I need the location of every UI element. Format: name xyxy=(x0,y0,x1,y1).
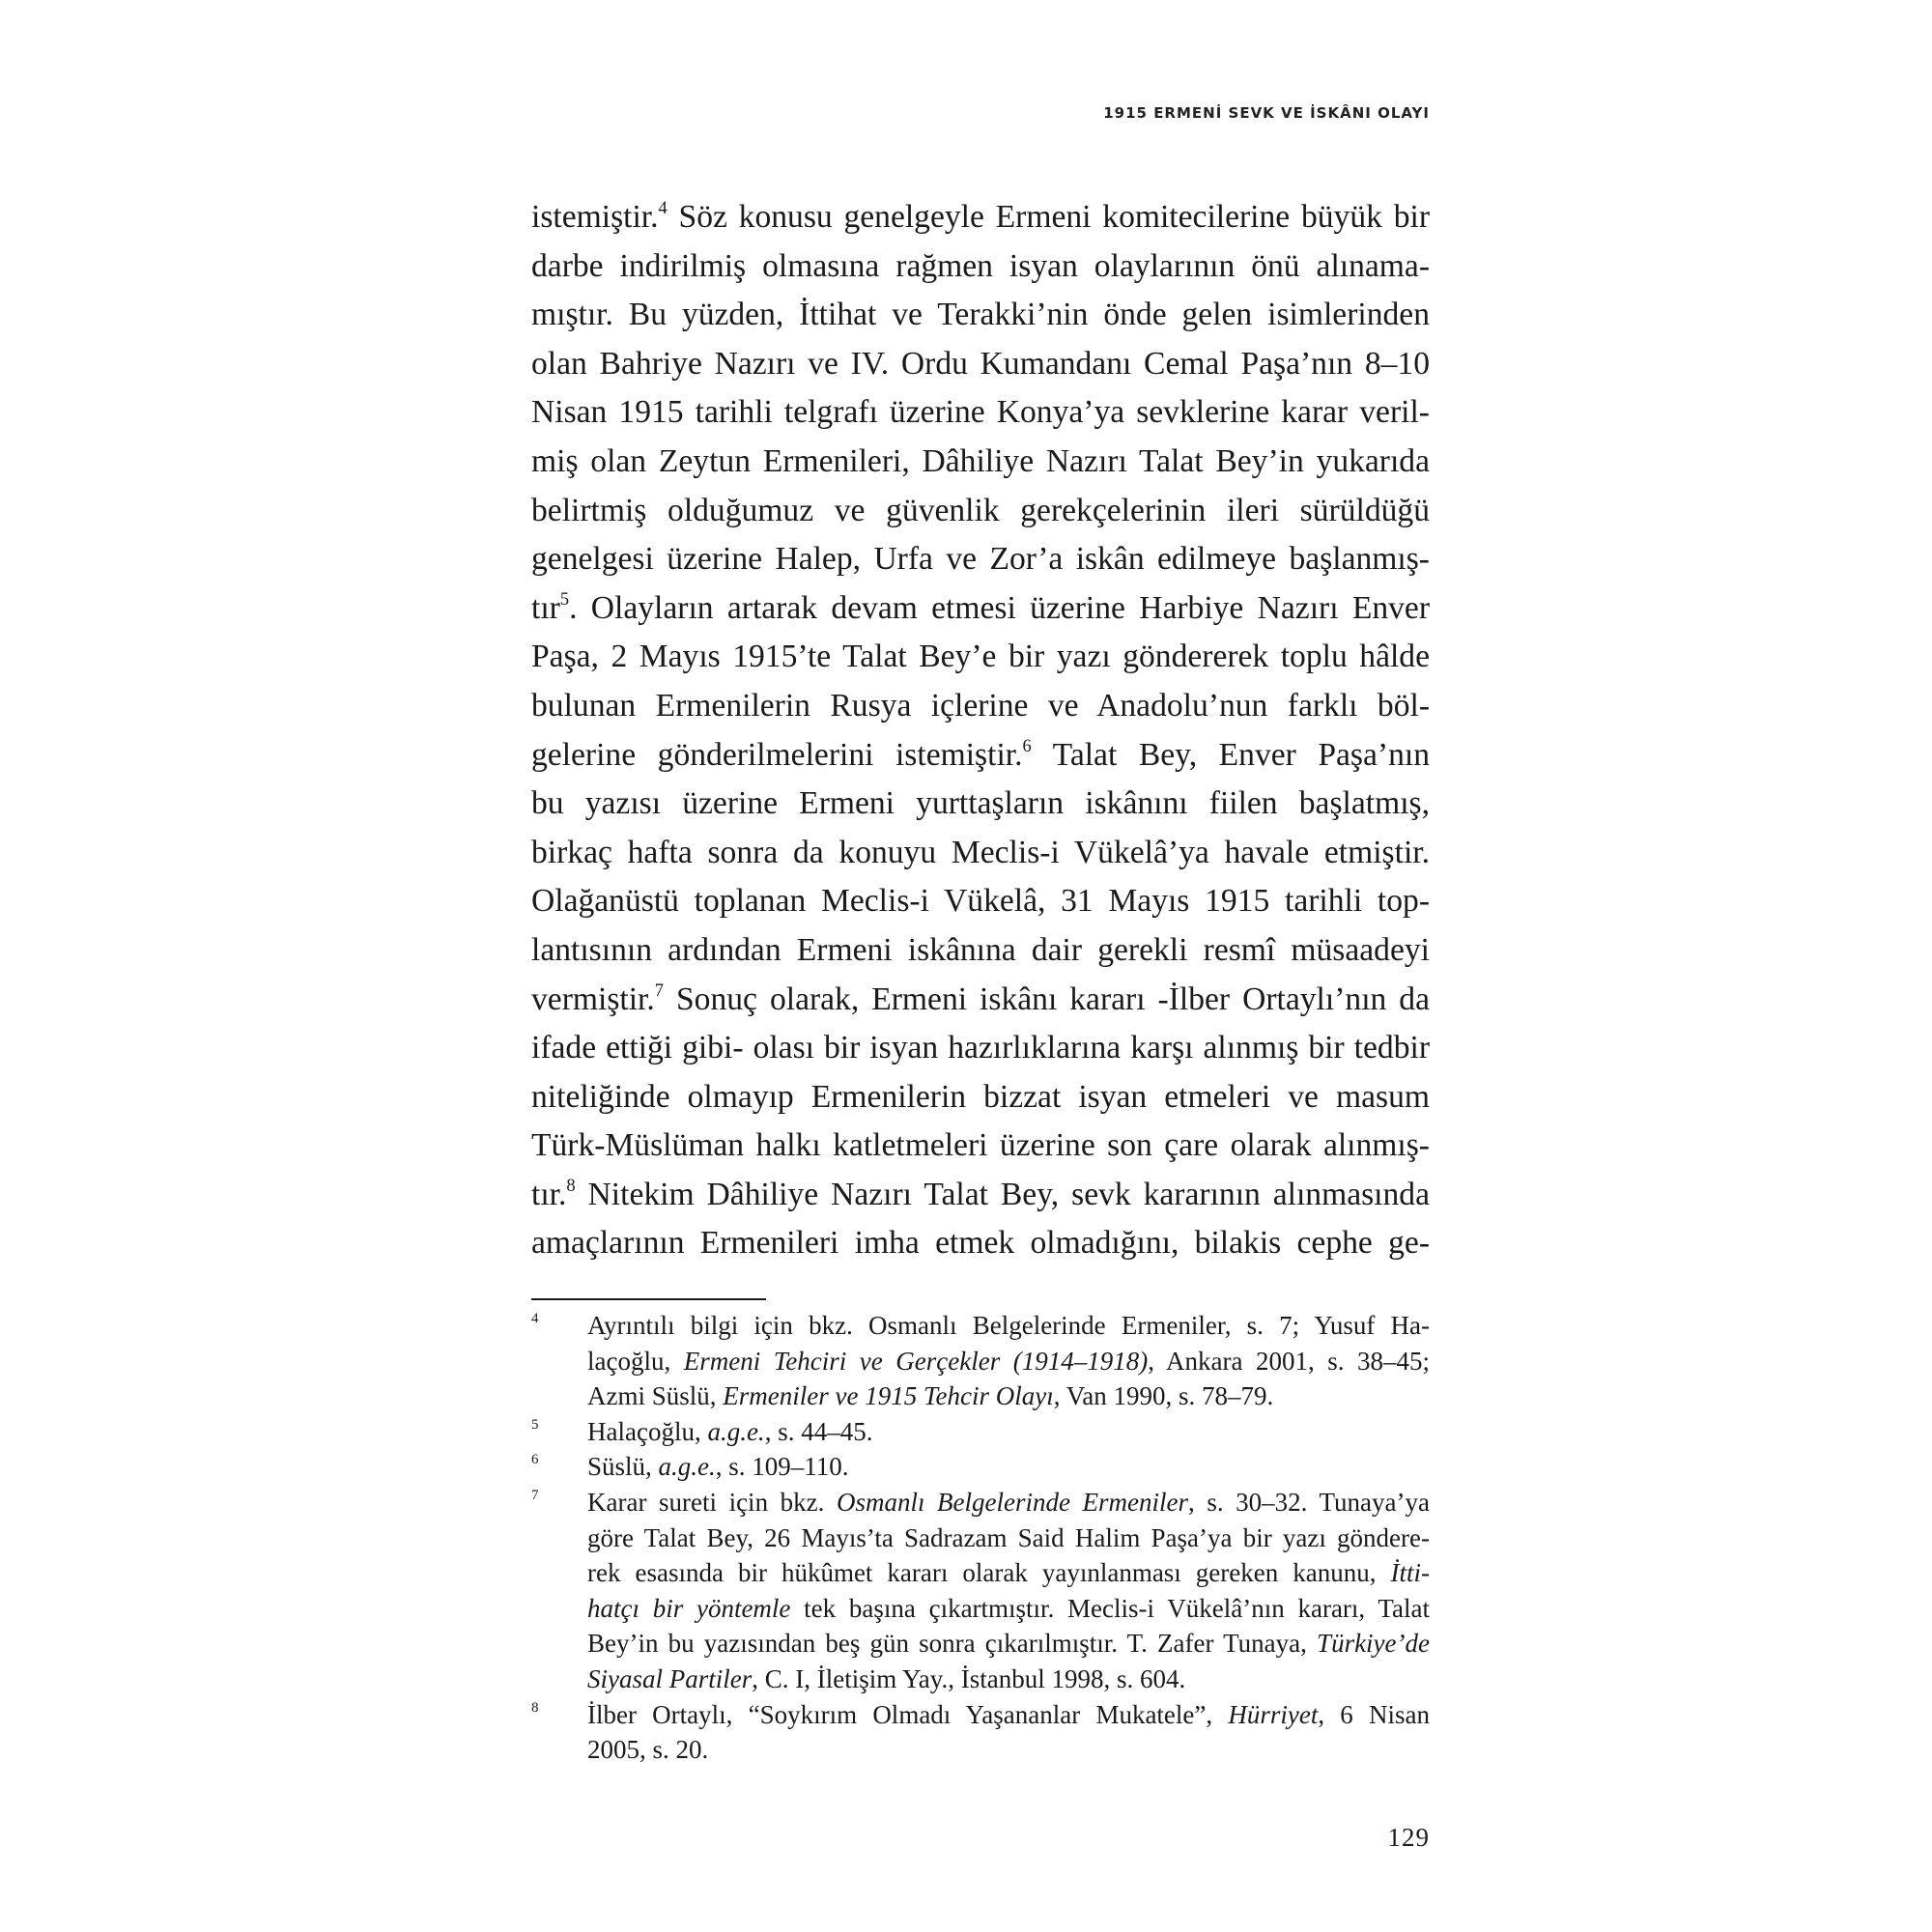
body-line-text: Türk-Müslüman halkı katletmeleri üzerine son çare olarak alınmış- xyxy=(531,1127,1430,1164)
body-line xyxy=(531,487,1430,536)
body-line xyxy=(531,584,1430,634)
footnote-title-text: Ermeniler ve 1915 Tehcir Olayı xyxy=(723,1381,1054,1411)
footnote-line xyxy=(587,1555,1430,1591)
body-line xyxy=(531,926,1430,976)
body-line-text: bulunan Ermenilerin Rusya içlerine ve Anadolu’nun farklı böl- xyxy=(531,687,1430,724)
body-line xyxy=(531,291,1430,340)
body-line-text: vermiştir. xyxy=(531,980,655,1017)
body-line-text: . Olayların artarak devam etmesi üzerine Harbiye Nazırı Enver xyxy=(569,589,1430,626)
footnote-text: , Van 1990, s. 78–79. xyxy=(1053,1381,1274,1411)
footnote-text: Halaçoğlu, xyxy=(587,1416,708,1446)
footnote-number: 5 xyxy=(531,1416,539,1433)
footnote xyxy=(531,1449,1430,1485)
body-line xyxy=(531,780,1430,829)
footnote-text: , 6 Nisan xyxy=(1318,1699,1430,1729)
body-line xyxy=(531,438,1430,487)
body-line-text: Nisan 1915 tarihli telgrafı üzerine Konya’ya sevklerine karar veril- xyxy=(531,394,1430,431)
body-line-text: genelgesi üzerine Halep, Urfa ve Zor’a iskân edilmeye başlanmış- xyxy=(531,541,1430,578)
footnote-text: tek başına çıkartmıştır. Meclis-i Vükelâ’nın kararı, Talat xyxy=(790,1593,1430,1623)
body-line xyxy=(531,1122,1430,1171)
footnote-line xyxy=(587,1697,1430,1733)
footnote-line xyxy=(587,1626,1430,1662)
body-line-text: lantısının ardından Ermeni iskânına dair gerekli resmî müsaadeyi xyxy=(531,931,1430,968)
footnote-title-text: Ermeni Tehciri ve Gerçekler (1914–1918) xyxy=(683,1346,1149,1376)
footnote-title-text: İtti- xyxy=(1390,1558,1430,1588)
running-head: 1915 ERMENİ SEVK VE İSKÂNI OLAYI xyxy=(1103,104,1430,122)
body-line xyxy=(531,976,1430,1025)
body-line xyxy=(531,242,1430,292)
footnote-text: Süslü, xyxy=(587,1452,659,1482)
footnote-text: laçoğlu, xyxy=(587,1346,684,1376)
body-line xyxy=(531,682,1430,731)
body-line-text: bu yazısı üzerine Ermeni yurttaşların iskânını fiilen başlatmış, xyxy=(531,785,1430,822)
body-line-text: Paşa, 2 Mayıs 1915’te Talat Bey’e bir yazı göndererek toplu hâlde xyxy=(531,639,1430,675)
footnote-text: Azmi Süslü, xyxy=(587,1381,724,1411)
body-line xyxy=(531,731,1430,781)
body-line-text: amaçlarının Ermenileri imha etmek olmadığını, bilakis cephe ge- xyxy=(531,1225,1430,1262)
body-line-text: Olağanüstü toplanan Meclis-i Vükelâ, 31 Mayıs 1915 tarihli top- xyxy=(531,883,1430,920)
footnote-line xyxy=(587,1378,1430,1414)
body-line-text: belirtmiş olduğumuz ve güvenlik gerekçelerinin ileri sürüldüğü xyxy=(531,492,1430,528)
body-line-text: Talat Bey, Enver Paşa’nın xyxy=(1031,736,1430,773)
footnote xyxy=(531,1485,1430,1697)
footnote-line xyxy=(587,1520,1430,1556)
footnote-line xyxy=(587,1591,1430,1627)
footnote-number: 7 xyxy=(531,1487,539,1503)
body-line-text: ifade ettiği gibi- olası bir isyan hazırlıklarına karşı alınmış bir tedbir xyxy=(531,1030,1430,1066)
body-line xyxy=(531,535,1430,584)
body-line xyxy=(531,1219,1430,1268)
body-line-text: gelerine gönderilmelerini istemiştir. xyxy=(531,736,1023,773)
body-line-text: darbe indirilmiş olmasına rağmen isyan olaylarının önü alınama- xyxy=(531,247,1430,284)
body-line-text: birkaç hafta sonra da konuyu Meclis-i Vükelâ’ya havale etmiştir. xyxy=(531,834,1430,870)
body-line-text: tır. xyxy=(531,1176,567,1212)
body-line xyxy=(531,1073,1430,1122)
footnote xyxy=(531,1308,1430,1414)
body-line-text: mıştır. Bu yüzden, İttihat ve Terakki’nin önde gelen isimlerinden xyxy=(531,297,1430,333)
footnote-line xyxy=(587,1414,1430,1450)
page-number: 129 xyxy=(1387,1823,1430,1852)
footnote-title-text: a.g.e. xyxy=(658,1452,716,1482)
body-line-text: Sonuç olarak, Ermeni iskânı kararı -İlber Ortaylı’nın da xyxy=(664,980,1430,1017)
footnote-reference: 6 xyxy=(1022,735,1032,755)
body-line xyxy=(531,1171,1430,1220)
footnote-text: Ayrıntılı bilgi için bkz. Osmanlı Belgelerinde Ermeniler, s. 7; Yusuf Ha- xyxy=(587,1311,1430,1340)
body-line xyxy=(531,193,1430,242)
footnote-text: , s. 44–45. xyxy=(764,1416,873,1446)
footnote-title-text: a.g.e. xyxy=(707,1416,765,1446)
footnote-text: Karar sureti için bkz. xyxy=(587,1487,837,1517)
footnote xyxy=(531,1414,1430,1450)
footnote-reference: 5 xyxy=(559,588,570,609)
footnote-text: rek esasında bir hükûmet kararı olarak yayınlanması gereken kanunu, xyxy=(587,1558,1391,1588)
footnote xyxy=(531,1697,1430,1768)
footnote-title-text: Türkiye’de xyxy=(1317,1629,1430,1659)
footnote-text: İlber Ortaylı, “Soykırım Olmadı Yaşananlar Mukatele”, xyxy=(587,1699,1229,1729)
body-text xyxy=(531,193,1430,1268)
body-line xyxy=(531,633,1430,682)
footnote-number: 6 xyxy=(531,1452,539,1468)
footnote-line xyxy=(587,1344,1430,1379)
footnote-number: 8 xyxy=(531,1699,539,1716)
footnote-title-text: Osmanlı Belgelerinde Ermeniler xyxy=(836,1487,1189,1517)
body-line-text: Söz konusu genelgeyle Ermeni komitecilerine büyük bir xyxy=(667,199,1430,235)
footnotes xyxy=(531,1308,1430,1768)
footnote-text: , s. 30–32. Tunaya’ya xyxy=(1188,1487,1431,1517)
body-line xyxy=(531,877,1430,926)
footnote-line xyxy=(587,1732,1430,1768)
footnote-text: , s. 109–110. xyxy=(715,1452,849,1482)
body-line-text: olan Bahriye Nazırı ve IV. Ordu Kumandanı Cemal Paşa’nın 8–10 xyxy=(531,345,1430,382)
body-line xyxy=(531,340,1430,389)
body-line xyxy=(531,388,1430,438)
footnote-text: Bey’in bu yazısından beş gün sonra çıkarılmıştır. T. Zafer Tunaya, xyxy=(587,1629,1318,1659)
footnote-rule xyxy=(531,1298,766,1300)
body-line-text: niteliğinde olmayıp Ermenilerin bizzat isyan etmeleri ve masum xyxy=(531,1078,1430,1115)
footnote-text: , C. I, İletişim Yay., İstanbul 1998, s. 604. xyxy=(752,1663,1186,1693)
body-line-text: tır xyxy=(531,589,560,626)
footnote-text: 2005, s. 20. xyxy=(587,1735,709,1765)
footnote-reference: 8 xyxy=(566,1176,576,1196)
footnote-reference: 7 xyxy=(654,980,665,1000)
body-line xyxy=(531,829,1430,878)
footnote-line xyxy=(587,1308,1430,1344)
footnote-text: göre Talat Bey, 26 Mayıs’ta Sadrazam Said Halim Paşa’ya bir yazı göndere- xyxy=(587,1522,1430,1552)
footnote-line xyxy=(587,1662,1430,1697)
footnote-title-text: Hürriyet xyxy=(1228,1699,1319,1729)
body-line-text: istemiştir. xyxy=(531,199,659,235)
footnote-title-text: Siyasal Partiler xyxy=(587,1663,753,1693)
footnote-reference: 4 xyxy=(658,198,668,218)
body-line xyxy=(531,1024,1430,1073)
body-line-text: Nitekim Dâhiliye Nazırı Talat Bey, sevk kararının alınmasında xyxy=(575,1176,1430,1212)
footnote-number: 4 xyxy=(531,1311,539,1326)
footnote-line xyxy=(587,1449,1430,1485)
footnote-text: , Ankara 2001, s. 38–45; xyxy=(1148,1346,1430,1376)
footnote-title-text: hatçı bir yöntemle xyxy=(587,1593,791,1623)
footnote-line xyxy=(587,1485,1430,1520)
body-line-text: miş olan Zeytun Ermenileri, Dâhiliye Nazırı Talat Bey’in yukarıda xyxy=(531,442,1430,479)
